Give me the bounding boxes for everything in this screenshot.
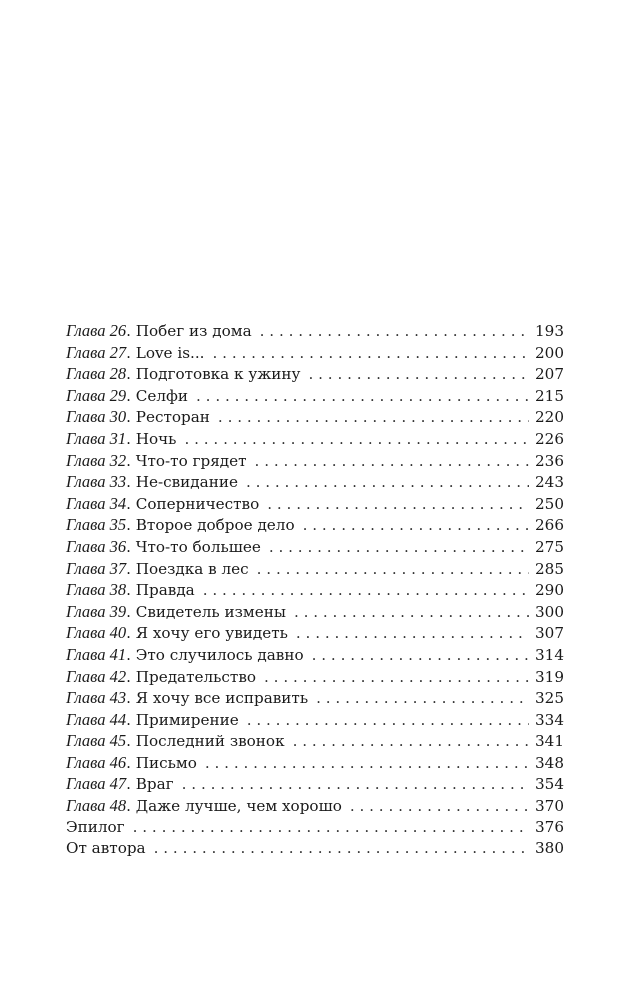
chapter-title: Примирение [135, 710, 239, 729]
page-number: 275 [535, 537, 564, 556]
page-number: 370 [535, 797, 564, 816]
chapter-title: Второе доброе дело [135, 516, 295, 535]
dot-leader [257, 559, 529, 581]
dot-leader [154, 838, 529, 860]
page-number: 215 [535, 386, 564, 405]
toc-entry [66, 773, 564, 795]
toc-entry [66, 514, 564, 536]
chapter-number: Глава 26 [66, 321, 127, 340]
chapter-title: Свидетель измены [135, 602, 286, 621]
chapter-separator: . [126, 429, 136, 448]
page-number: 314 [535, 645, 564, 664]
page-number: 207 [535, 365, 564, 384]
page-number: 220 [535, 408, 564, 427]
chapter-title: Подготовка к ужину [135, 365, 301, 384]
toc-entry [66, 385, 564, 407]
dot-leader [184, 429, 529, 451]
chapter-separator: . [126, 645, 136, 664]
chapter-title: Селфи [135, 386, 189, 405]
chapter-number: Глава 41 [66, 644, 127, 664]
chapter-title: Не-свидание [135, 473, 238, 492]
dot-leader [205, 753, 529, 775]
page-number: 319 [535, 667, 564, 686]
toc-entry [66, 817, 564, 839]
chapter-number: Глава 35 [66, 515, 127, 535]
dot-leader [264, 667, 529, 689]
chapter-title: Love is... [135, 343, 205, 362]
chapter-number: Глава 45 [66, 731, 127, 751]
chapter-separator: . [126, 408, 136, 427]
toc-entry [66, 622, 564, 644]
chapter-number: Глава 40 [66, 623, 127, 643]
chapter-number: Глава 32 [66, 450, 127, 470]
chapter-separator: . [126, 775, 136, 794]
dot-leader [218, 407, 529, 429]
toc-entry [66, 579, 564, 601]
chapter-title: Ресторан [135, 408, 210, 427]
chapter-number: Глава 39 [66, 601, 127, 621]
chapter-number: Глава 43 [66, 688, 127, 708]
page-number: 300 [535, 602, 564, 621]
toc-entry [66, 342, 564, 364]
dot-leader [213, 343, 529, 365]
chapter-separator: . [126, 581, 136, 600]
page-number: 200 [535, 343, 564, 362]
chapter-separator: . [126, 559, 136, 578]
dot-leader [203, 580, 529, 602]
toc-entry [66, 687, 564, 709]
dot-leader [182, 774, 529, 796]
chapter-title: Я хочу все исправить [135, 689, 309, 708]
chapter-number: Глава 34 [66, 493, 127, 513]
dot-leader [269, 537, 529, 559]
toc-entry [66, 450, 564, 472]
chapter-separator: . [126, 667, 136, 686]
dot-leader [296, 623, 529, 645]
chapter-separator: . [126, 516, 136, 535]
page-number: 226 [535, 429, 564, 448]
chapter-number: Глава 47 [66, 774, 127, 794]
page-number: 250 [535, 494, 564, 513]
chapter-separator: . [126, 473, 136, 492]
chapter-title: Предательство [135, 667, 257, 686]
chapter-number: Глава 31 [66, 428, 127, 448]
chapter-separator: . [126, 386, 136, 405]
chapter-separator: . [126, 753, 136, 772]
chapter-title: Я хочу его увидеть [135, 624, 288, 643]
chapter-number: Глава 42 [66, 666, 127, 686]
dot-leader [133, 817, 529, 839]
chapter-separator: . [126, 451, 136, 470]
chapter-separator: . [126, 797, 136, 816]
dot-leader [293, 731, 529, 753]
toc-entry [66, 795, 564, 817]
chapter-separator: . [126, 602, 136, 621]
page-number: 341 [535, 732, 564, 751]
toc-entry [66, 644, 564, 666]
dot-leader [260, 321, 529, 343]
page-number: 348 [535, 753, 564, 772]
toc-entry [66, 558, 564, 580]
page-number: 325 [535, 689, 564, 708]
chapter-number: Глава 29 [66, 385, 127, 405]
dot-leader [350, 796, 529, 818]
chapter-separator: . [126, 537, 136, 556]
toc-entry [66, 363, 564, 385]
page-number: 376 [535, 817, 564, 836]
page-number: 285 [535, 559, 564, 578]
toc-entry [66, 428, 564, 450]
page-number: 236 [535, 451, 564, 470]
chapter-number: Глава 30 [66, 407, 127, 427]
dot-leader [246, 472, 529, 494]
chapter-separator: . [126, 732, 136, 751]
page-number: 193 [535, 322, 564, 340]
chapter-number: Глава 33 [66, 472, 127, 492]
page-number: 243 [535, 473, 564, 492]
toc-entry [66, 493, 564, 515]
chapter-separator: . [126, 343, 136, 362]
dot-leader [196, 386, 529, 408]
chapter-title: Письмо [135, 753, 197, 772]
chapter-title: Соперничество [135, 494, 260, 513]
dot-leader [255, 451, 529, 473]
page-number: 354 [535, 775, 564, 794]
page-number: 380 [535, 839, 564, 858]
chapter-number: Глава 44 [66, 709, 127, 729]
chapter-title: Что-то грядет [135, 451, 247, 470]
chapter-number: Глава 27 [66, 342, 127, 362]
chapter-title: Побег из дома [135, 322, 252, 340]
page-number: 334 [535, 710, 564, 729]
chapter-title: От автора [66, 839, 146, 858]
chapter-title: Эпилог [66, 817, 125, 836]
dot-leader [316, 688, 529, 710]
dot-leader [267, 494, 529, 516]
toc-entry [66, 709, 564, 731]
chapter-separator: . [126, 365, 136, 384]
chapter-number: Глава 38 [66, 580, 127, 600]
chapter-title: Ночь [135, 429, 177, 448]
toc-entry [66, 406, 564, 428]
chapter-title: Что-то большее [135, 537, 261, 556]
page-number: 266 [535, 516, 564, 535]
dot-leader [312, 645, 529, 667]
chapter-title: Последний звонок [135, 732, 285, 751]
chapter-title: Поездка в лес [135, 559, 249, 578]
chapter-title: Это случилось давно [135, 645, 304, 664]
table-of-contents [66, 320, 564, 860]
chapter-separator: . [126, 624, 136, 643]
chapter-number: Глава 37 [66, 558, 127, 578]
chapter-title: Даже лучше, чем хорошо [135, 797, 342, 816]
dot-leader [247, 710, 529, 732]
toc-entry [66, 730, 564, 752]
chapter-separator: . [126, 494, 136, 513]
chapter-title: Правда [135, 581, 195, 600]
toc-entry [66, 536, 564, 558]
toc-entry [66, 320, 564, 342]
toc-entry [66, 471, 564, 493]
chapter-title: Враг [135, 775, 174, 794]
chapter-separator: . [126, 710, 136, 729]
toc-entry [66, 666, 564, 688]
dot-leader [294, 602, 529, 624]
toc-entry [66, 838, 564, 860]
chapter-number: Глава 48 [66, 796, 127, 816]
toc-entry [66, 601, 564, 623]
chapter-separator: . [126, 322, 136, 340]
chapter-number: Глава 28 [66, 364, 127, 384]
chapter-number: Глава 46 [66, 752, 127, 772]
chapter-number: Глава 36 [66, 536, 127, 556]
dot-leader [308, 364, 529, 386]
page-number: 307 [535, 624, 564, 643]
page-number: 290 [535, 581, 564, 600]
chapter-separator: . [126, 689, 136, 708]
toc-entry [66, 752, 564, 774]
dot-leader [303, 515, 529, 537]
